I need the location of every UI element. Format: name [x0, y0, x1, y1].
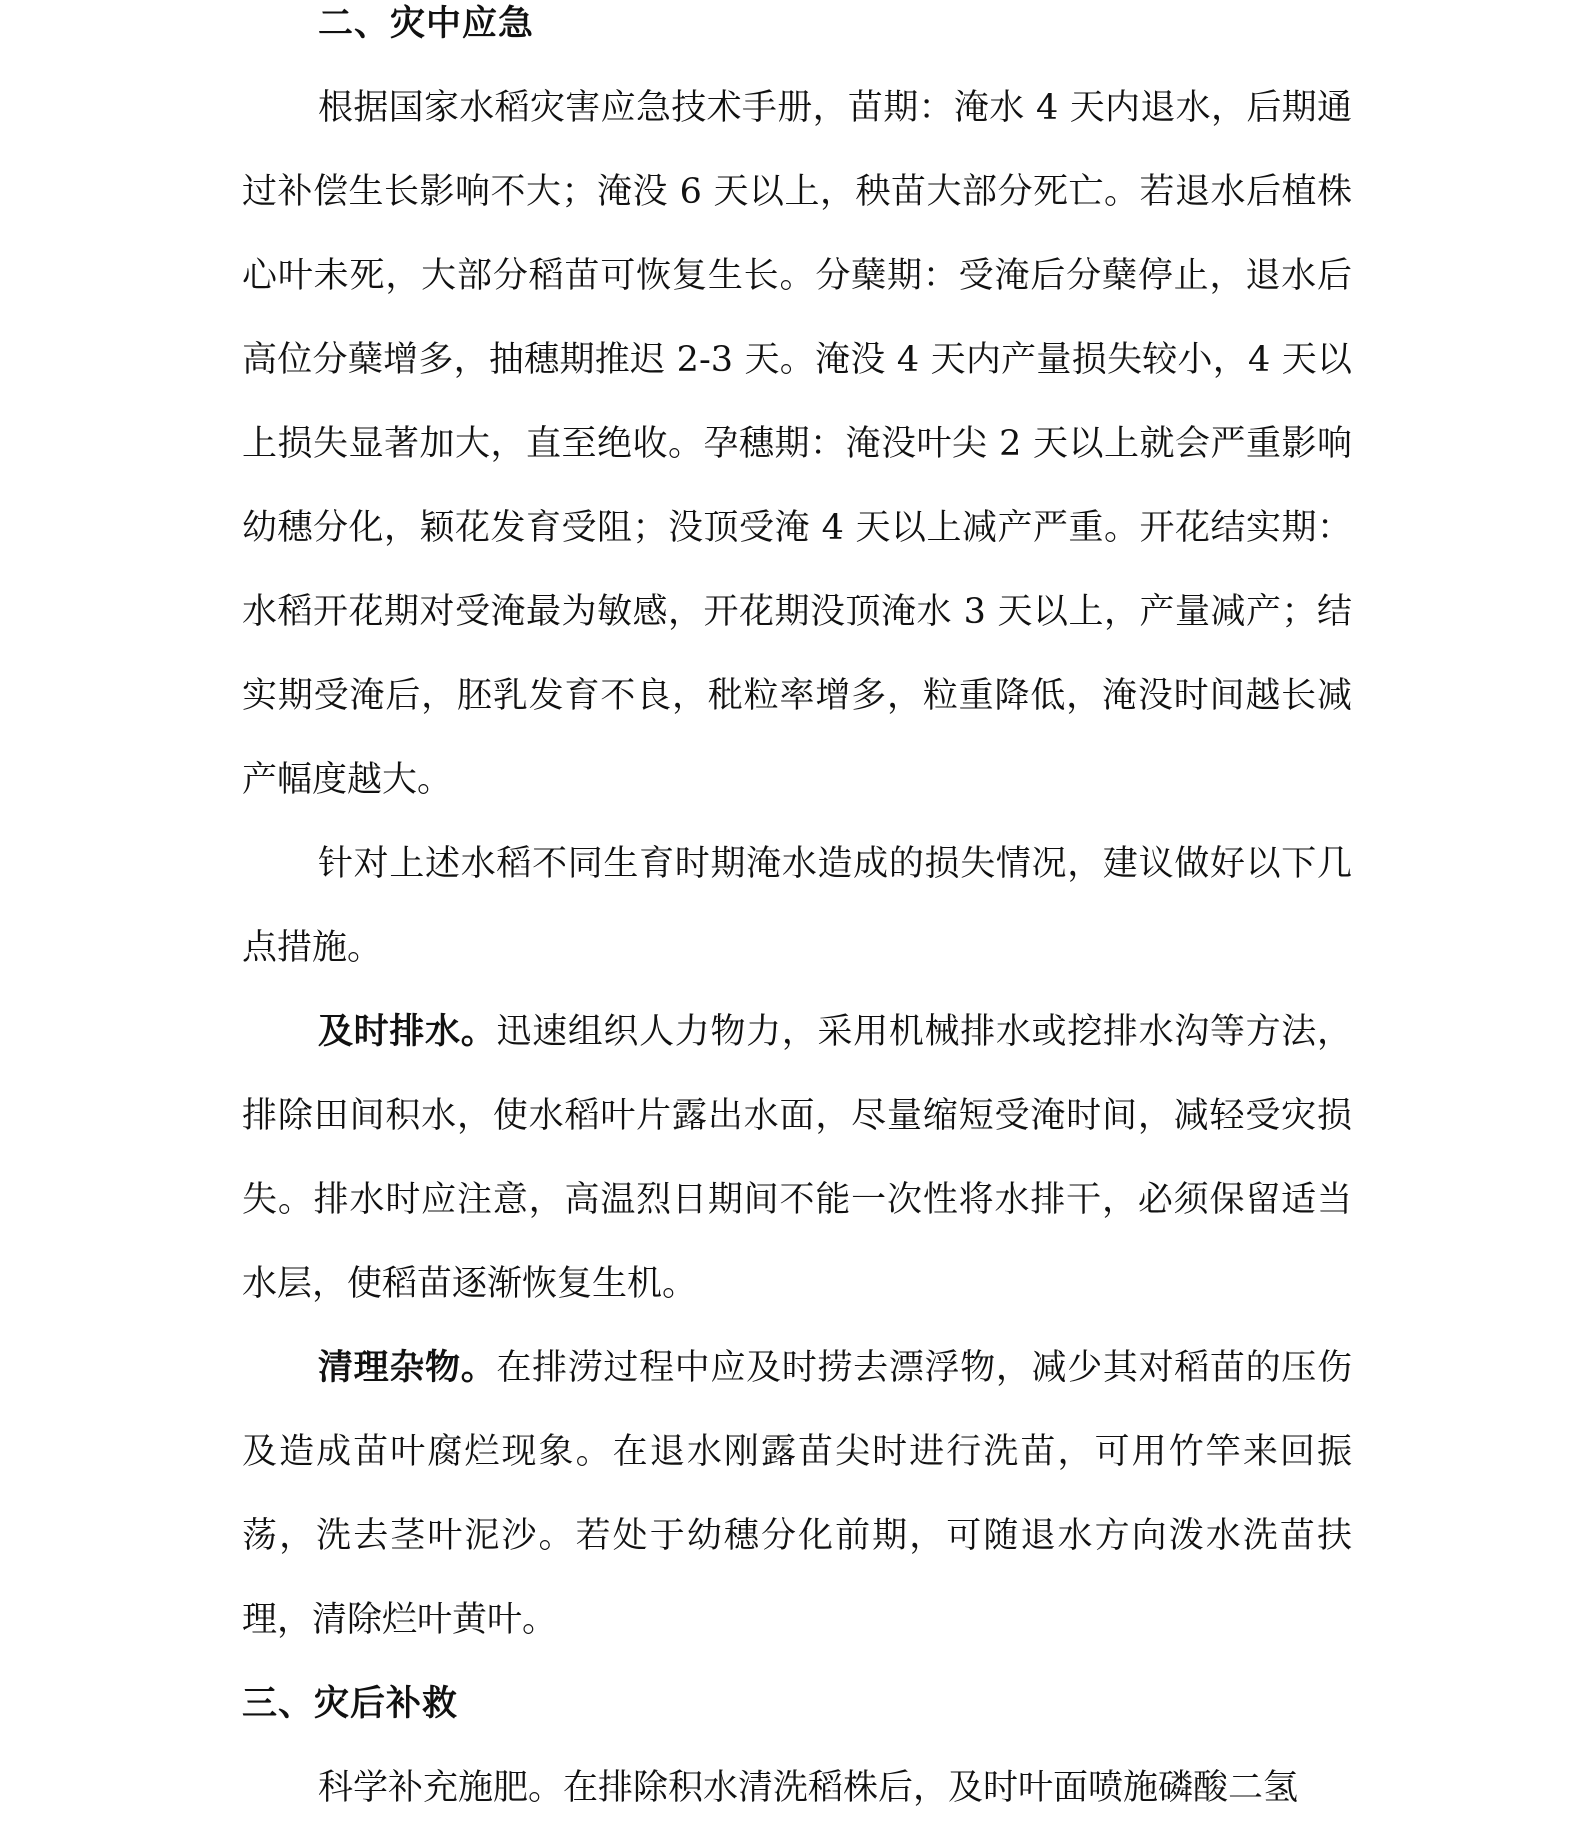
paragraph-drainage-body: 迅速组织人力物力，采用机械排水或挖排水沟等方法，排除田间积水，使水稻叶片露出水面，尽量缩短受淹时间，减轻受灾损失。排水时应注意，高温烈日期间不能一次性将水排干，必须保留适当水层，使稻苗逐渐恢复生机。 — [242, 1012, 1352, 1304]
paragraph-fertilization: 科学补充施肥。在排除积水清洗稻株后，及时叶面喷施磷酸二氢 — [318, 1768, 1299, 1808]
paragraph-drainage — [242, 990, 1352, 1326]
paragraph-growth-stage-losses: 根据国家水稻灾害应急技术手册，苗期：淹水 4 天内退水，后期通过补偿生长影响不大；淹没 6 天以上，秧苗大部分死亡。若退水后植株心叶未死，大部分稻苗可恢复生长。分蘖期：受淹后分蘖停止，退水后高位分蘖增多，抽穗期推迟 2-3 天。淹没 4 天内产量损失较小，4 天以上损失显著加大，直至绝收。孕穗期：淹没叶尖 2 天以上就会严重影响幼穗分化，颖花发育受阻；没顶受淹 4 天以上减产严重。开花结实期：水稻开花期对受淹最为敏感，开花期没顶淹水 3 天以上，产量减产；结实期受淹后，胚乳发育不良，秕粒率增多，粒重降低，淹没时间越长减产幅度越大。 — [242, 88, 1352, 800]
section-heading-2: 二、灾中应急 — [318, 4, 535, 44]
section-heading-3: 三、灾后补救 — [242, 1684, 459, 1724]
paragraph-clear-debris-lead: 清理杂物。 — [318, 1348, 497, 1388]
paragraph-clear-debris — [242, 1326, 1352, 1662]
paragraph-measures-intro: 针对上述水稻不同生育时期淹水造成的损失情况，建议做好以下几点措施。 — [242, 844, 1352, 968]
document-body — [242, 0, 1352, 1830]
paragraph-clear-debris-body: 在排涝过程中应及时捞去漂浮物，减少其对稻苗的压伤及造成苗叶腐烂现象。在退水刚露苗尖时进行洗苗，可用竹竿来回振荡，洗去茎叶泥沙。若处于幼穗分化前期，可随退水方向泼水洗苗扶理，清除烂叶黄叶。 — [242, 1348, 1352, 1640]
paragraph-drainage-lead: 及时排水。 — [318, 1012, 497, 1052]
